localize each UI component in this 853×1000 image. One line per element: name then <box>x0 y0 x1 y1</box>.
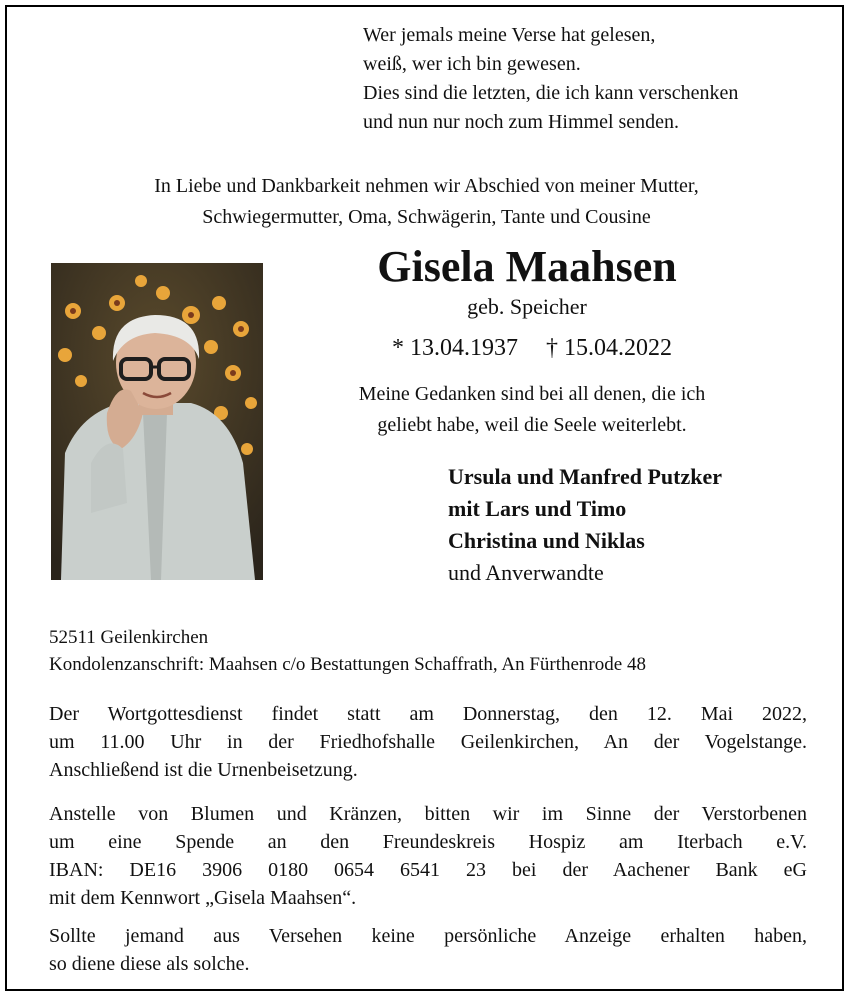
notice-line: Sollte jemand aus Versehen keine persönliche Anzeige erhalten haben, <box>49 925 807 947</box>
service-paragraph <box>49 700 807 784</box>
poem-line: weiß, wer ich bin gewesen. <box>363 53 581 75</box>
condolence-line: Kondolenzanschrift: Maahsen c/o Bestattungen Schaffrath, An Fürthenrode 48 <box>49 654 646 675</box>
poem <box>363 21 738 137</box>
poem-line: Dies sind die letzten, die ich kann verschenken <box>363 82 739 104</box>
notice-line: so diene diese als solche. <box>49 953 250 975</box>
condolence-address <box>49 624 646 678</box>
death-date: † 15.04.2022 <box>546 335 672 361</box>
mourner-line: Ursula und Manfred Putzker <box>448 464 722 489</box>
service-line: Anschließend ist die Urnenbeisetzung. <box>49 759 358 781</box>
intro-line: Schwiegermutter, Oma, Schwägerin, Tante und Cousine <box>202 206 651 228</box>
service-line: Der Wortgottesdienst findet statt am Donnerstag, den 12. Mai 2022, <box>49 703 807 725</box>
relatives-line: und Anverwandte <box>448 560 604 585</box>
service-line: um 11.00 Uhr in der Friedhofshalle Geilenkirchen, An der Vogelstange. <box>49 731 807 753</box>
birth-name: geb. Speicher <box>467 294 587 319</box>
donation-line: um eine Spende an den Freundeskreis Hospiz am Iterbach e.V. <box>49 831 807 853</box>
deceased-name: Gisela Maahsen <box>377 242 677 291</box>
city-line: 52511 Geilenkirchen <box>49 627 209 648</box>
donation-paragraph <box>49 800 807 912</box>
memorial-quote <box>227 379 837 441</box>
quote-line: geliebt habe, weil die Seele weiterlebt. <box>377 414 687 436</box>
donation-line: IBAN: DE16 3906 0180 0654 6541 23 bei der Aachener Bank eG <box>49 859 807 881</box>
intro-text <box>7 171 846 233</box>
birth-date: * 13.04.1937 <box>392 335 518 361</box>
quote-line: Meine Gedanken sind bei all denen, die ich <box>358 383 706 405</box>
notice-paragraph <box>49 922 807 978</box>
poem-line: Wer jemals meine Verse hat gelesen, <box>363 24 656 46</box>
mourner-line: Christina und Niklas <box>448 528 645 553</box>
mourners-list <box>448 461 722 589</box>
life-dates <box>227 332 837 364</box>
mourner-line: mit Lars und Timo <box>448 496 627 521</box>
donation-line: Anstelle von Blumen und Kränzen, bitten wir im Sinne der Verstorbenen <box>49 803 807 825</box>
obituary-frame <box>5 5 844 991</box>
poem-line: und nun nur noch zum Himmel senden. <box>363 111 680 133</box>
intro-line: In Liebe und Dankbarkeit nehmen wir Abschied von meiner Mutter, <box>154 175 699 197</box>
donation-line: mit dem Kennwort „Gisela Maahsen“. <box>49 887 357 909</box>
